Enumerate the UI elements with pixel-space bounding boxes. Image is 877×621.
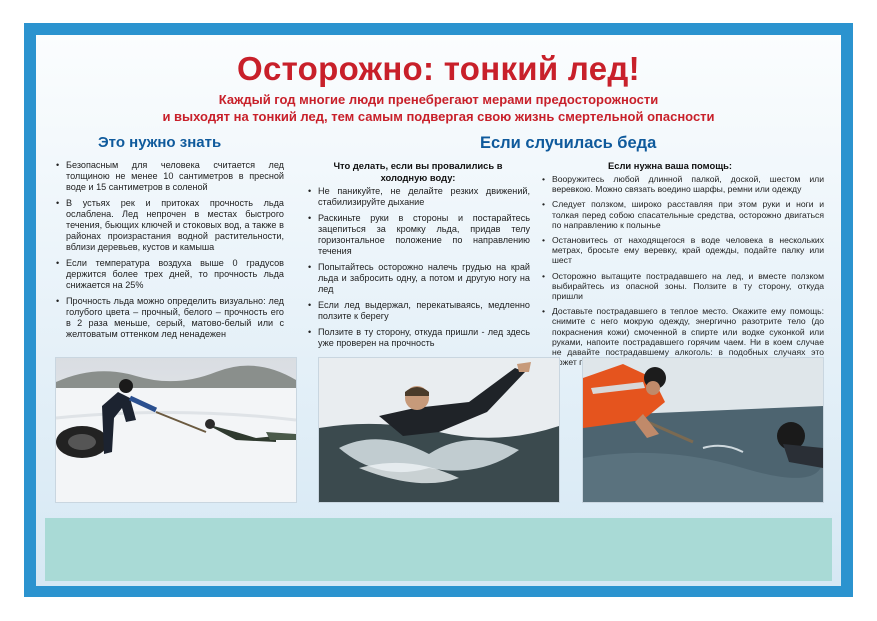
subtitle-line-1: Каждый год многие люди пренебрегают мерами предосторожности [218,92,659,107]
list-item: • Раскиньте руки в стороны и постарайтесь зацепиться за кромку льда, придав телу горизонтальное положение по направлению течения [306,213,530,257]
subtitle-line-2: и выходят на тонкий лед, тем самым подвергая свою жизнь смертельной опасности [162,109,715,124]
list-item: • Вооружитесь любой длинной палкой, доской, шестом или веревкою. Можно связать воедино шарфы, ремни или одежду [540,174,824,194]
list-item: • Не паникуйте, не делайте резких движений, стабилизируйте дыхание [306,186,530,208]
list-item: • Попытайтесь осторожно налечь грудью на край льда и забросить одну, а потом и другую ногу на лед [306,262,530,295]
poster-subtitle [60,91,817,125]
list-item: • Безопасным для человека считается лед толщиною не менее 10 сантиметров в пресной воде и 15 сантиметров в соленой [54,160,284,193]
left-heading: Это нужно знать [98,134,222,151]
list-item: • Прочность льда можно определить визуально: лед голубого цвета – прочный, белого – прочность его в 2 раза меньше, серый, матово-белый или с желтоватым оттенком лед ненадежен [54,296,284,340]
list-item: • Осторожно вытащите пострадавшего на лед, и вместе ползком выбирайтесь из опасной зоны. Ползите в ту сторону, откуда пришли [540,271,824,302]
bottom-band [45,518,832,581]
list-item: • Если температура воздуха выше 0 градусов держится более трех дней, то прочность льда снижается на 25% [54,258,284,291]
right-heading: Если случилась беда [480,134,657,152]
right-subheading: Если нужна ваша помощь: [608,160,732,171]
left-list [54,160,284,345]
list-item: • Остановитесь от находящегося в воде человека в нескольких метрах, бросьте ему веревку, край одежды, подайте палку или шест [540,235,824,266]
list-item: • Если лед выдержал, перекатываясь, медленно ползите к берегу [306,300,530,322]
photo-rescue-rope [55,357,297,503]
list-item: • Ползите в ту сторону, откуда пришли - лед здесь уже проверен на прочность [306,327,530,349]
list-item: • В устьях рек и притоках прочность льда ослаблена. Лед непрочен в местах быстрого течения, бьющих ключей и стоковых вод, а также в районах произрастания водной растительности, вблизи деревьев, кустов и камыша [54,198,284,253]
photo-person-in-water [318,357,560,503]
list-item: • Доставьте пострадавшего в теплое место. Окажите ему помощь: снимите с него мокрую одежду, энергично разотрите тело (до покраснения кожи) смоченной в спирте или водке суконкой или руками, напоите пострадавшего горячим чаем. Ни в коем случае не давайте пострадавшему алкоголь: в подобных случаях это может [540,306,824,367]
list-item: • Следует ползком, широко расставляя при этом руки и ноги и толкая перед собою спасательные средства, осторожно двигаться по направлению к полынье [540,199,824,230]
poster-title: Осторожно: тонкий лед! [237,50,640,87]
right-list [540,174,824,372]
photo-rescuer-orange [582,357,824,503]
middle-list [306,186,530,354]
middle-subheading: Что делать, если вы провалились в холодную воду: [333,160,503,183]
